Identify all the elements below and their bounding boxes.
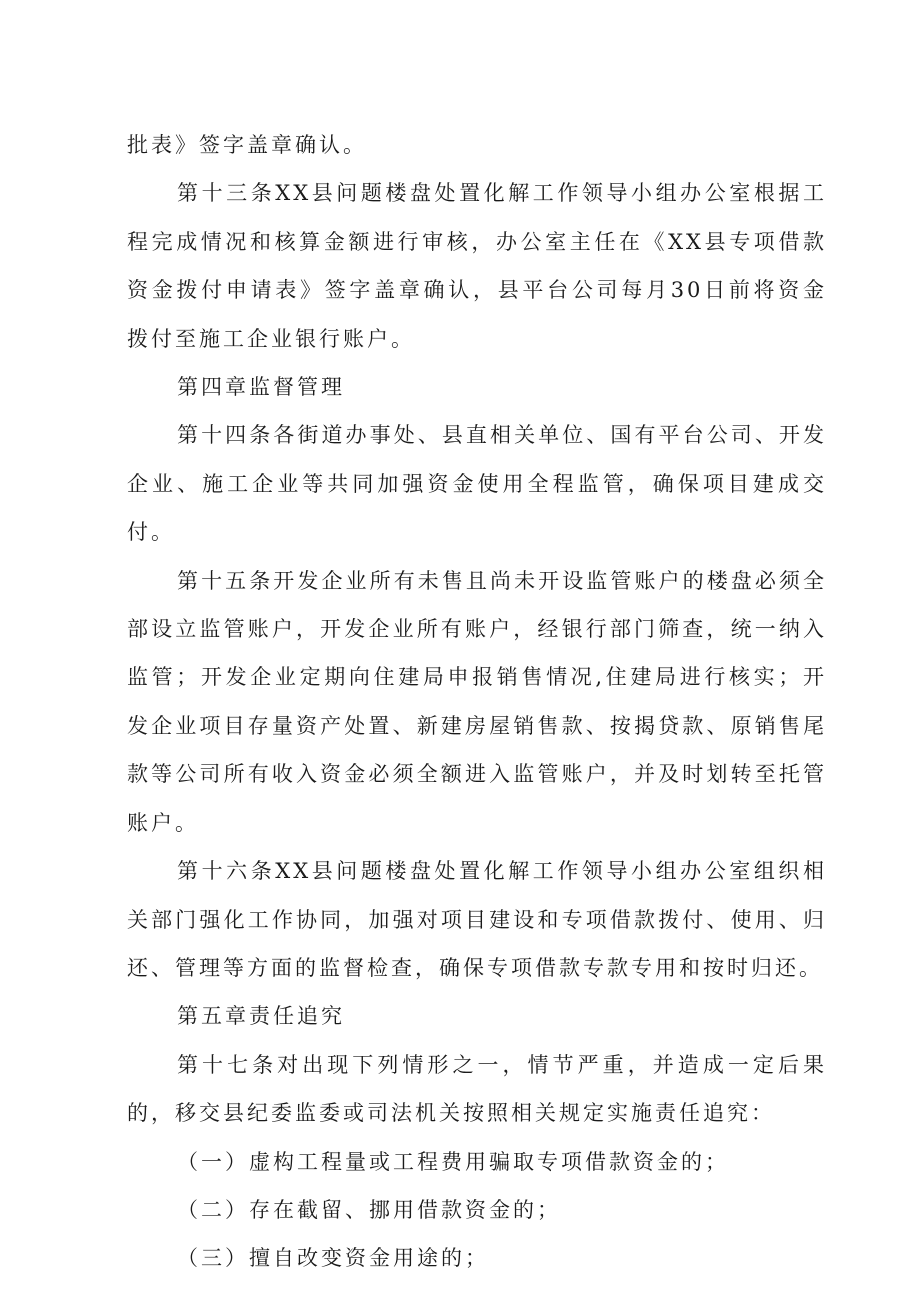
- list-item-3: （三）擅自改变资金用途的；: [177, 1246, 489, 1271]
- chapter-4-heading: 第四章监督管理: [177, 375, 345, 400]
- list-item-1: （一）虚构工程量或工程费用骗取专项借款资金的；: [177, 1149, 729, 1174]
- list-item-2: （二）存在截留、挪用借款资金的；: [177, 1197, 561, 1222]
- article-17: 第十七条对出现下列情形之一，情节严重，并造成一定后果的，移交县纪委监委或司法机关按照相关规定实施责任追究：: [127, 1052, 827, 1126]
- article-16: 第十六条XX县问题楼盘处置化解工作领导小组办公室组织相关部门强化工作协同，加强对项目建设和专项借款拨付、使用、归还、管理等方面的监督检查，确保专项借款专款专用和按时归还。: [127, 859, 827, 980]
- article-13: 第十三条XX县问题楼盘处置化解工作领导小组办公室根据工程完成情况和核算金额进行审核，办公室主任在《XX县专项借款资金拨付申请表》签字盖章确认，县平台公司每月30日前将资金拨付至施工企业银行账户。: [127, 181, 827, 351]
- document-body: [127, 121, 827, 1283]
- paragraph-continuation: 批表》签字盖章确认。: [127, 133, 367, 157]
- article-15: 第十五条开发企业所有未售且尚未开设监管账户的楼盘必须全部设立监管账户，开发企业所有账户，经银行部门筛查，统一纳入监管；开发企业定期向住建局申报销售情况,住建局进行核实；开发企业项目存量资产处置、新建房屋销售款、按揭贷款、原销售尾款等公司所有收入资金必须全额进入监管账户，并及时划转至托管账户。: [127, 568, 827, 835]
- article-14: 第十四条各街道办事处、县直相关单位、国有平台公司、开发企业、施工企业等共同加强资金使用全程监管，确保项目建成交付。: [127, 423, 827, 545]
- chapter-5-heading: 第五章责任追究: [177, 1004, 345, 1029]
